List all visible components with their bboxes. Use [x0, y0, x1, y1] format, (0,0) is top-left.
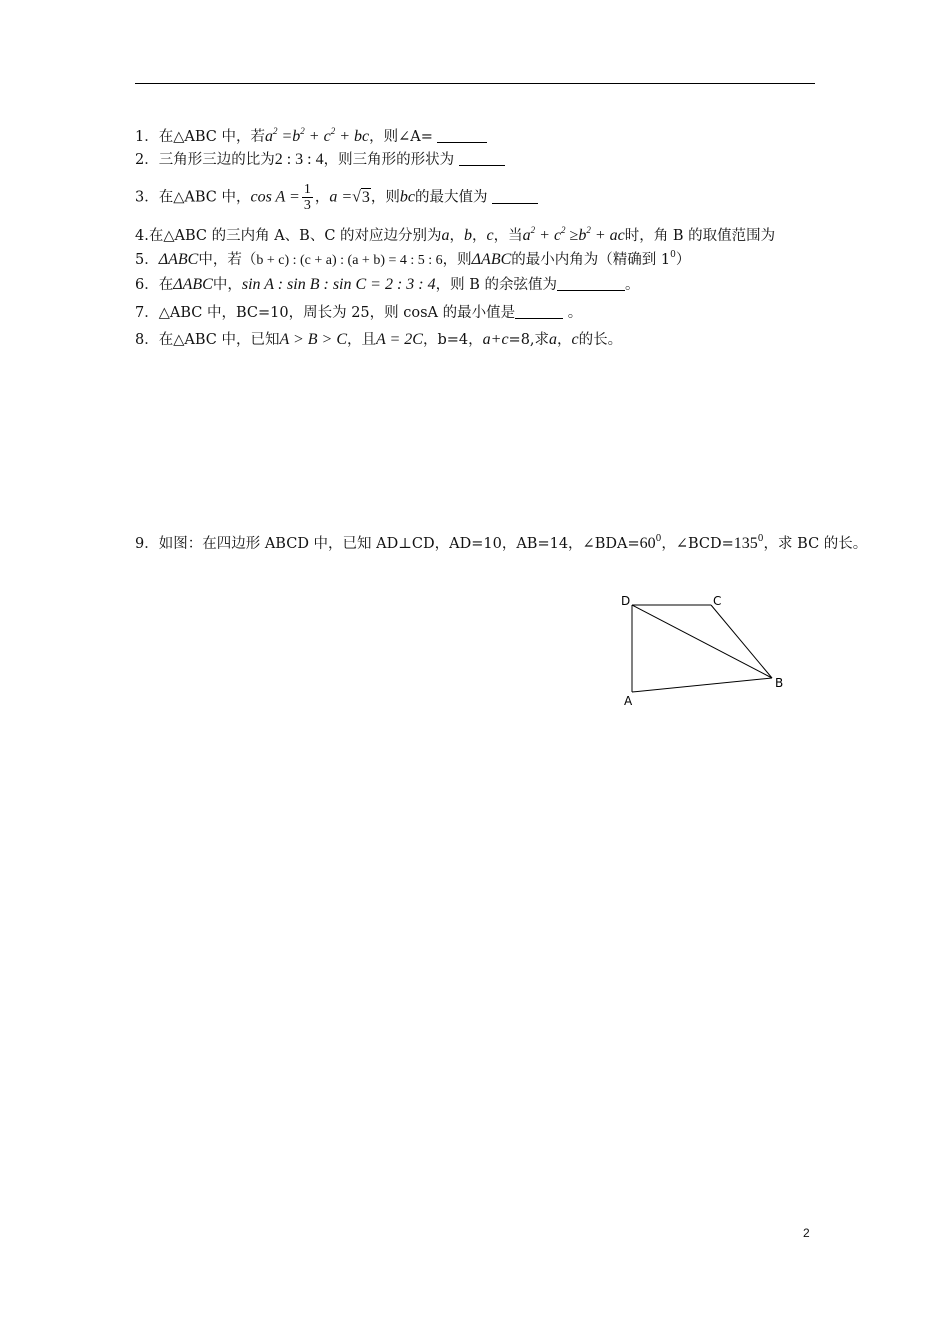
problem-5-suffix: 的最小内角为（精确到 1	[511, 252, 671, 268]
vertex-label-c: C	[713, 594, 722, 608]
problem-6	[135, 275, 639, 295]
problem-8-expr2: A = 2C	[376, 331, 423, 348]
problem-4: 4.在△ABC 的三内角 A、B、C 的对应边分别为a，b，c，当$a^2 + c^2 \ge b^2$ + ac时，角 B 的取值范围为	[135, 225, 776, 244]
problem-1	[135, 127, 487, 147]
problem-4-when: ，当	[493, 228, 523, 244]
problem-3: 3．在△ABC 中，cos A = $\frac{1}{3}$ ，a =√3，则bc的最大值为	[135, 182, 538, 213]
problem-5-expression: b + c) : (c + a) : (a + b) = 4 : 5 : 6	[256, 253, 443, 268]
problem-5	[135, 250, 690, 271]
problem-6-end: 。	[624, 277, 640, 293]
problem-4-suffix: 时，角 B 的取值范围为	[624, 228, 776, 244]
problem-8-suffix: 的长。	[578, 332, 623, 348]
problem-4-prefix: 4.在△ABC 的三内角 A、B、C 的对应边分别为	[135, 228, 442, 244]
fraction-denominator: 3	[303, 198, 311, 213]
problem-3-a-eq: a =	[329, 188, 353, 206]
problem-9-prefix: 9．如图：在四边形 ABCD 中，已知 AD⊥CD，AD=10，AB=14，∠BDA=	[135, 536, 640, 552]
problem-7-text: 7．△ABC 中，BC=10，周长为 25，则 cosA 的最小值是	[135, 305, 516, 321]
degree-sup-2: 0	[757, 534, 764, 544]
vertex-label-a: A	[624, 694, 633, 708]
degree-sup: 0	[670, 250, 676, 260]
problem-8-expr3: a+c	[482, 331, 509, 348]
problem-3-mid: ，则	[370, 189, 400, 206]
problem-6-expression: sin A : sin B : sin C = 2 : 3 : 4	[241, 276, 436, 293]
problem-1-suffix: ，则∠A=	[369, 129, 438, 145]
problem-8-a: a	[549, 331, 558, 348]
problem-8-expr1: A > B > C	[279, 331, 348, 348]
problem-6-suffix: ，则 B 的余弦值为	[435, 277, 557, 293]
problem-2	[135, 150, 505, 170]
problem-2-suffix: ，则三角形的形状为	[323, 152, 459, 168]
problem-1-prefix: 1．在△ABC 中，若	[135, 129, 265, 145]
answer-blank-3[interactable]	[492, 189, 538, 204]
problem-9-angle2: 135	[733, 535, 758, 552]
answer-blank-7[interactable]	[515, 304, 563, 319]
problem-8-c: c	[571, 331, 579, 348]
problem-9-angle1: 60	[639, 535, 656, 552]
problem-8-comma: ，	[557, 332, 572, 348]
vertex-label-b: B	[775, 676, 784, 690]
problem-8-mid3: =8,求	[508, 332, 550, 348]
problem-4-a: a	[441, 227, 450, 244]
problem-5-triangle: ΔABC	[158, 251, 199, 268]
problem-5-then: ，则	[442, 252, 472, 268]
segment-db	[632, 605, 772, 678]
answer-blank-2[interactable]	[459, 151, 505, 166]
problem-3-bc: bc	[399, 188, 415, 206]
problem-6-triangle: ΔABC	[173, 276, 213, 293]
problem-5-triangle-2: ΔABC	[471, 251, 512, 268]
problem-5-prefix: 5．	[135, 252, 159, 268]
fraction-numerator: 1	[303, 182, 311, 197]
page-number: 2	[803, 1226, 810, 1240]
problem-3-sqrt: √3	[352, 188, 370, 206]
problem-2-prefix: 2．三角形三边的比为	[135, 152, 275, 168]
problem-2-ratio: 2 : 3 : 4	[274, 151, 324, 168]
problem-5-close: ）	[675, 252, 691, 268]
problem-6-mid: 中，	[212, 277, 242, 293]
sqrt-radicand: 3	[361, 188, 370, 206]
problem-4-b: b	[464, 227, 473, 244]
problem-9-suffix: ，求 BC 的长。	[763, 536, 868, 552]
problem-9-mid: ，∠BCD=	[661, 536, 734, 552]
quadrilateral-figure	[612, 588, 792, 718]
problem-3-prefix: 3．在△ABC 中，	[135, 189, 251, 206]
answer-blank-1[interactable]	[437, 128, 487, 143]
segment-cb	[711, 605, 772, 678]
problem-1-equation: $a^2 =b^2 + c^2$ + bc	[264, 126, 370, 145]
problem-8-mid1: ，且	[347, 332, 377, 348]
vertex-label-d: D	[621, 594, 631, 608]
problem-4-inequality: $a^2 + c^2 \ge b^2$ + ac	[522, 225, 625, 244]
degree-sup-1: 0	[655, 534, 662, 544]
problem-7	[135, 303, 582, 323]
problem-4-c: c	[486, 227, 494, 244]
problem-8-mid2: ，b=4，	[422, 332, 483, 348]
problem-3-cos: cos A =	[250, 188, 300, 206]
problem-8	[135, 330, 622, 350]
problem-3-suffix: 的最大值为	[415, 189, 493, 206]
problem-7-end: 。	[563, 305, 583, 321]
segment-ab	[632, 678, 772, 692]
header-rule	[135, 83, 815, 84]
problem-3-fraction	[302, 182, 313, 213]
problem-9	[135, 534, 867, 554]
problem-5-mid: 中，若（	[198, 252, 257, 268]
answer-blank-6[interactable]	[557, 276, 625, 291]
problem-6-prefix: 6．在	[135, 277, 174, 293]
problem-8-prefix: 8．在△ABC 中，已知	[135, 332, 280, 348]
